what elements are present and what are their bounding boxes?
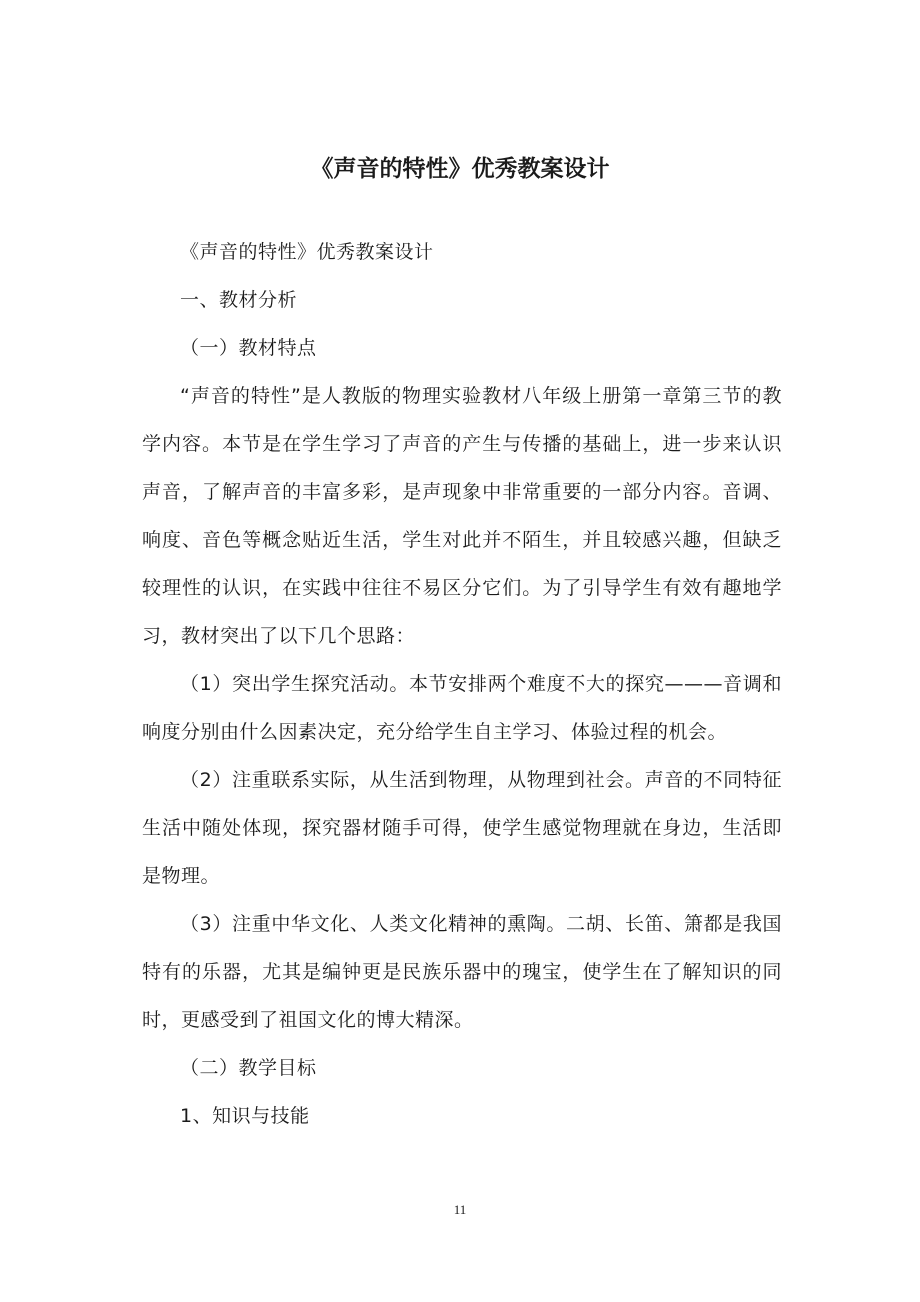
- paragraph-intro: “声音的特性”是人教版的物理实验教材八年级上册第一章第三节的教学内容。本节是在学生学习了声音的产生与传播的基础上，进一步来认识声音，了解声音的丰富多彩，是声现象中非常重要的一部分内容。音调、响度、音色等概念贴近生活，学生对此并不陌生，并且较感兴趣，但缺乏较理性的认识，在实践中往往不易区分它们。为了引导学生有效有趣地学习，教材突出了以下几个思路：: [142, 385, 782, 647]
- paragraph-point-2: （2）注重联系实际，从生活到物理，从物理到社会。声音的不同特征生活中随处体现，探究器材随手可得，使学生感觉物理就在身边，生活即是物理。: [142, 769, 782, 887]
- heading-subsection-2: （二）教学目标: [180, 1057, 317, 1079]
- heading-item-1: 1、知识与技能: [180, 1105, 310, 1127]
- paragraph-subtitle: 《声音的特性》优秀教案设计: [180, 241, 434, 263]
- document-title: 《声音的特性》优秀教案设计: [310, 156, 610, 182]
- heading-subsection-1: （一）教材特点: [180, 337, 317, 359]
- paragraph-point-3: （3）注重中华文化、人类文化精神的熏陶。二胡、长笛、箫都是我国特有的乐器，尤其是编钟更是民族乐器中的瑰宝，使学生在了解知识的同时，更感受到了祖国文化的博大精深。: [142, 913, 782, 1031]
- document-body: [142, 228, 782, 1140]
- page-number: 11: [453, 1202, 467, 1217]
- heading-section-1: 一、教材分析: [180, 289, 298, 311]
- paragraph-point-1: （1）突出学生探究活动。本节安排两个难度不大的探究———音调和响度分别由什么因素决定，充分给学生自主学习、体验过程的机会。: [142, 673, 782, 743]
